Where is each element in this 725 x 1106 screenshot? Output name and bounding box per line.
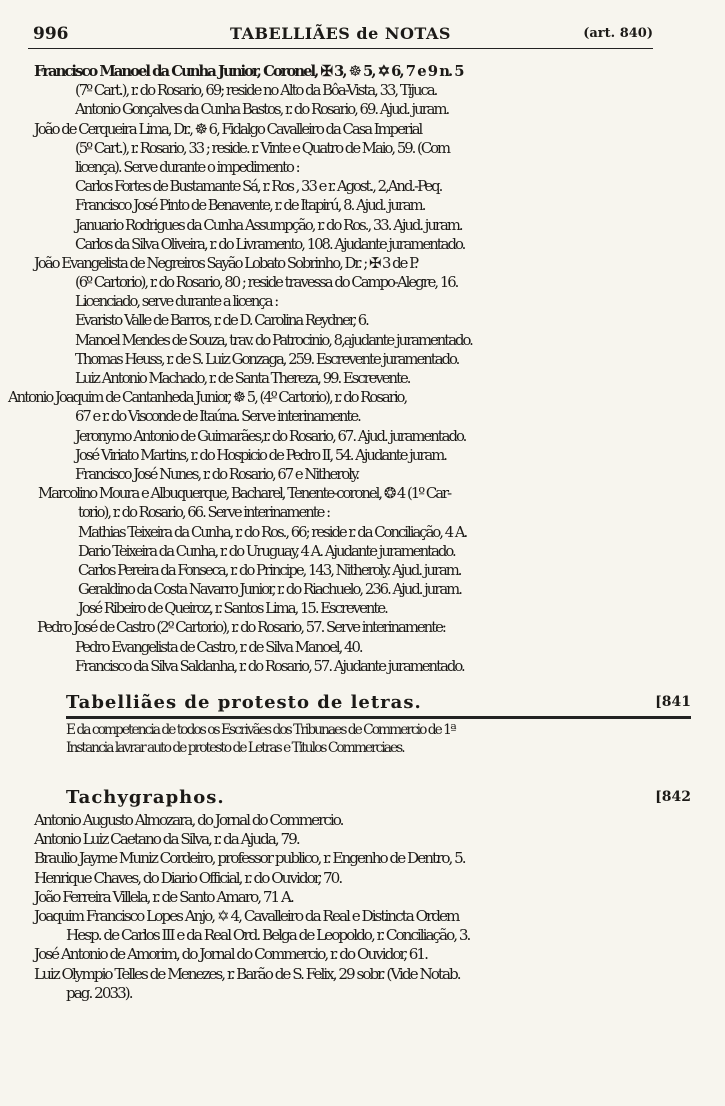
list-item: torio), r. do Rosario, 66. Serve interinamente : [78,504,330,522]
list-item: Francisco José Nunes, r. do Rosario, 67 e Nitheroly. [75,465,359,483]
list-item: Francisco Manoel da Cunha Junior, Coronel, ✠ 3, ☸ 5, ✡ 6, 7 e 9 n. 5 [34,63,463,80]
section-number: [841 [655,694,691,710]
section-title: Tabelliães de protesto de letras. [66,692,422,713]
list-item: 67 e r. do Visconde de Itaúna. Serve interinamente. [75,408,360,426]
list-item: João Ferreira Villela, r. de Santo Amaro, 71 A. [34,887,293,906]
paragraph-line: E da competencia de todos os Escrivães dos Tribunaes de Commercio de 1ª [66,722,455,738]
list-item: licença). Serve durante o impedimento : [75,158,299,176]
list-item: Geraldino da Costa Navarro Junior, r. do Riachuelo, 236. Ajud. juram. [78,581,461,599]
list-item: (6º Cartorio), r. do Rosario, 80 ; reside travessa do Campo-Alegre, 16. [75,274,458,292]
article-reference: (art. 840) [583,26,653,41]
list-item: Marcolino Moura e Albuquerque, Bacharel, Tenente-coronel, ❂ 4 (1º Car- [38,485,451,503]
list-item: Luiz Antonio Machado, r. de Santa Thereza, 99. Escrevente. [75,370,410,387]
list-item: Carlos da Silva Oliveira, r. do Livramento, 108. Ajudante juramentado. [75,235,465,253]
list-item: Pedro José de Castro (2º Cartorio), r. do Rosario, 57. Serve interinamente: [37,619,445,637]
list-item: Francisco da Silva Saldanha, r. do Rosario, 57. Ajudante juramentado. [75,657,464,675]
list-item: João Evangelista de Negreiros Sayão Lobato Sobrinho, Dr. ; ✠ 3 de P. [34,254,417,272]
header-rule [28,48,653,49]
list-item: Januario Rodrigues da Cunha Assumpção, r. do Ros., 33. Ajud. juram. [75,216,462,234]
list-item: José Viriato Martins, r. do Hospicio de Pedro II, 54. Ajudante juram. [75,446,446,464]
list-item: Antonio Joaquim de Cantanheda Junior, ☸ 5, (4º Cartorio), r. do Rosario, [8,389,407,407]
list-item: Joaquim Francisco Lopes Anjo, ✡ 4, Cavalleiro da Real e Distincta Ordem [34,906,459,925]
list-item: Evaristo Valle de Barros, r. de D. Carolina Reydner, 6. [75,312,368,330]
section-number: [842 [655,789,691,805]
list-item: Thomas Heuss, r. de S. Luiz Gonzaga, 259. Escrevente juramentado. [75,350,459,368]
list-item: Luiz Olympio Telles de Menezes, r. Barão de S. Felix, 29 sobr. (Vide Notab. [34,964,460,983]
list-item: Jeronymo Antonio de Guimarães,r. do Rosario, 67. Ajud. juramentado. [75,427,466,445]
section-rule [66,716,691,719]
list-item: Hesp. de Carlos III e da Real Ord. Belga de Leopoldo, r. Conciliação, 3. [66,926,470,945]
list-item: José Ribeiro de Queiroz, r. Santos Lima, 15. Escrevente. [78,600,387,618]
list-item: Antonio Gonçalves da Cunha Bastos, r. do Rosario, 69. Ajud. juram. [75,101,449,119]
spacer [0,757,725,779]
list-item: Henrique Chaves, do Diario Official, r. do Ouvidor, 70. [34,868,342,887]
section-heading-protesto [0,690,725,716]
notaries-list [0,62,725,676]
page-number: 996 [33,24,69,44]
list-item: (7º Cart.), r. do Rosario, 69; reside no Alto da Bôa-Vista, 33, Tijuca. [75,82,437,100]
list-item: Antonio Augusto Almozara, do Jornal do Commercio. [34,811,343,829]
list-item: Antonio Luiz Caetano da Silva, r. da Ajuda, 79. [34,830,299,849]
list-item: Francisco José Pinto de Benavente, r. de Itapirú, 8. Ajud. juram. [75,197,425,215]
section-title: Tachygraphos. [66,787,225,808]
paragraph-line: Instancia lavrar auto de protesto de Letras e Titulos Commerciaes. [66,739,404,756]
page-header [28,22,653,48]
list-item: (5º Cart.), r. Rosario, 33 ; reside. r. Vinte e Quatro de Maio, 59. (Com [75,139,450,157]
section-heading-tachygraphos [0,785,725,811]
list-item: José Antonio de Amorim, do Jornal do Commercio, r. do Ouvidor, 61. [34,945,427,964]
list-item: Mathias Teixeira da Cunha, r. do Ros., 66; reside r. da Conciliação, 4 A. [78,523,467,541]
list-item: pag. 2033). [66,983,132,1002]
list-item: Manoel Mendes de Souza, trav. do Patrocinio, 8,ajudante juramentado. [75,331,472,349]
list-item: Braulio Jayme Muniz Cordeiro, professor publico, r. Engenho de Dentro, 5. [34,849,465,868]
page-body [0,62,725,1003]
list-item: Carlos Pereira da Fonseca, r. do Principe, 143, Nitheroly. Ajud. juram. [78,561,461,579]
list-item: Pedro Evangelista de Castro, r. de Silva Manoel, 40. [75,638,362,656]
tachygraphos-list [0,811,725,1003]
list-item: Dario Teixeira da Cunha, r. do Uruguay, 4 A. Ajudante juramentado. [78,542,455,560]
list-item: Carlos Fortes de Bustamante Sá, r. Ros , 33 e r. Agost., 2,And.-Peq. [75,178,442,196]
list-item: João de Cerqueira Lima, Dr., ☸ 6, Fidalgo Cavalleiro da Casa Imperial [34,120,422,138]
page-title: TABELLIÃES de NOTAS [230,24,451,43]
list-item: Licenciado, serve durante a licença : [75,293,278,311]
